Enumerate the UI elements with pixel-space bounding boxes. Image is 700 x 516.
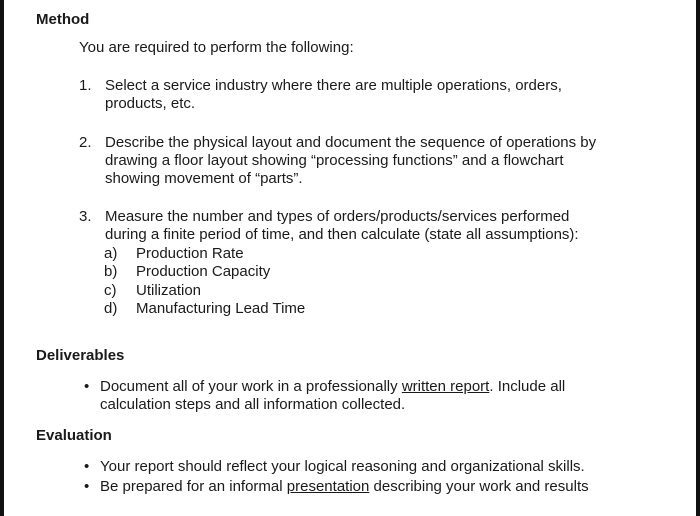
item-1-line-1: Select a service industry where there are multiple operations, orders, bbox=[105, 77, 562, 94]
subitem-a-text: Production Rate bbox=[136, 245, 244, 262]
item-2-line-3: showing movement of “parts”. bbox=[105, 170, 303, 187]
item-1-number: 1. bbox=[79, 77, 92, 94]
subitem-c-text: Utilization bbox=[136, 282, 202, 299]
deliverables-line-1-start: Document all of your work in a professionally bbox=[100, 378, 402, 395]
item-2-number: 2. bbox=[79, 134, 92, 151]
evaluation-bullet-2: • bbox=[84, 478, 90, 495]
item-2-text bbox=[105, 134, 645, 188]
item-3-line-2: during a finite period of time, and then calculate (state all assumptions): bbox=[105, 226, 579, 243]
subitem-d bbox=[104, 300, 305, 318]
subitem-c-letter: c) bbox=[104, 282, 117, 299]
subitem-b bbox=[104, 263, 270, 281]
deliverables-line-1 bbox=[100, 378, 565, 396]
deliverables-text bbox=[100, 378, 565, 414]
subitem-d-letter: d) bbox=[104, 300, 118, 317]
subitem-b-letter: b) bbox=[104, 263, 118, 280]
presentation-link[interactable]: presentation bbox=[286, 478, 370, 495]
deliverables-line-2: calculation steps and all information collected. bbox=[100, 396, 406, 413]
item-3-text bbox=[105, 208, 645, 244]
item-2-line-1: Describe the physical layout and document the sequence of operations by bbox=[105, 134, 597, 151]
evaluation-item-2-start: Be prepared for an informal bbox=[100, 478, 287, 495]
method-intro: You are required to perform the following: bbox=[79, 39, 354, 56]
method-heading: Method bbox=[36, 11, 90, 28]
evaluation-bullet-1: • bbox=[84, 458, 90, 475]
deliverables-heading: Deliverables bbox=[36, 347, 125, 364]
subitem-b-text: Production Capacity bbox=[136, 263, 271, 280]
subitem-c bbox=[104, 282, 201, 300]
item-1-text bbox=[105, 77, 645, 113]
deliverables-line-1-end: . Include all bbox=[489, 378, 566, 395]
item-3-number: 3. bbox=[79, 208, 92, 225]
subitem-a-letter: a) bbox=[104, 245, 118, 262]
evaluation-item-2 bbox=[100, 478, 589, 496]
item-3-line-1: Measure the number and types of orders/products/services performed bbox=[105, 208, 570, 225]
subitem-d-text: Manufacturing Lead Time bbox=[136, 300, 306, 317]
subitem-a bbox=[104, 245, 244, 263]
evaluation-item-2-end: describing your work and results bbox=[369, 478, 589, 495]
evaluation-heading: Evaluation bbox=[36, 427, 112, 444]
item-2-line-2: drawing a floor layout showing “processing functions” and a flowchart bbox=[105, 152, 564, 169]
deliverables-bullet: • bbox=[84, 378, 90, 395]
written-report-link[interactable]: written report bbox=[401, 378, 490, 395]
evaluation-item-1: Your report should reflect your logical reasoning and organizational skills. bbox=[100, 458, 585, 475]
item-1-line-2: products, etc. bbox=[105, 95, 196, 112]
